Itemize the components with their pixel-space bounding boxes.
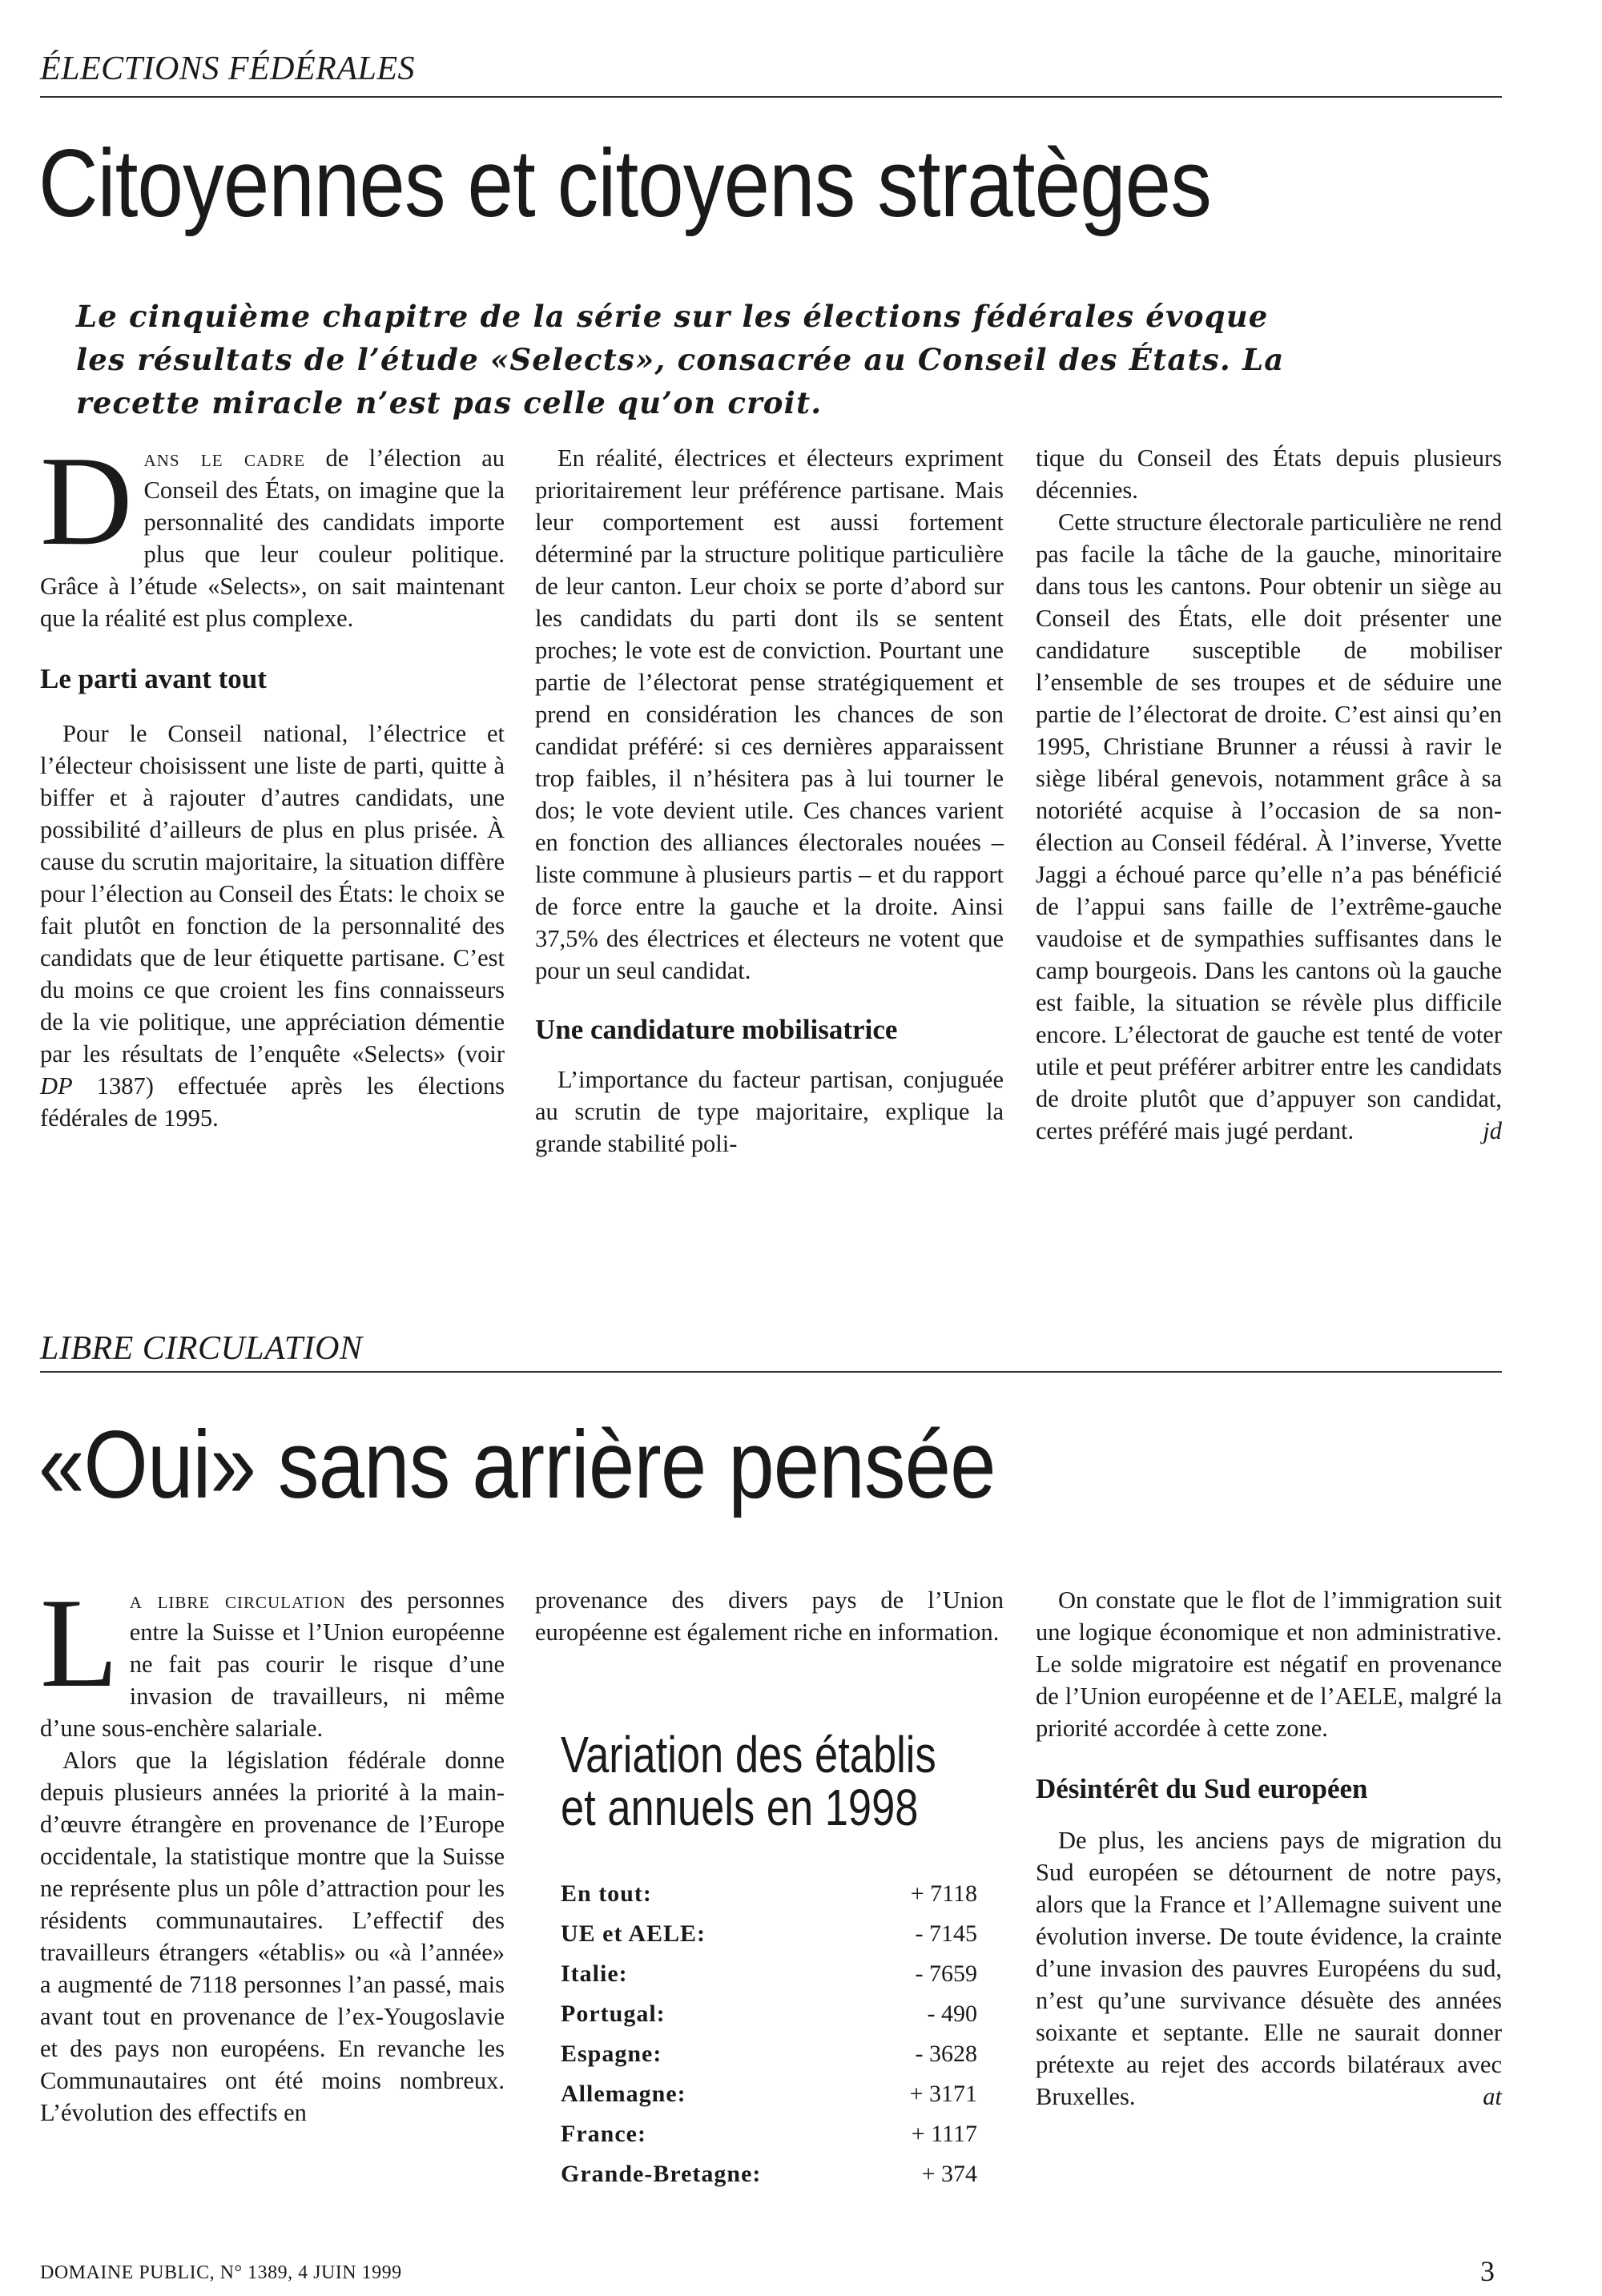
table-row-value: + 1117 bbox=[911, 2121, 977, 2147]
article1-column-1 bbox=[40, 429, 505, 1134]
table-row-value: + 374 bbox=[921, 2161, 977, 2187]
subheading: Désintérêt du Sud européen bbox=[1036, 1773, 1368, 1804]
table-row-value: - 7659 bbox=[915, 1960, 977, 1987]
paragraph-text: Cette structure électorale particulière ne rend pas facile la tâche de la gauche, minoritaire dans tous les cantons. Pour obtenir un siège au Conseil des États, elle doit présenter une candidature susceptible de mobiliser l’ensemble de ses troupes et de séduire une partie de l’électorat de droite. C’est ainsi qu’en 1995, Christiane Brunner a réussi à ravir le siège libéral genevois, notamment grâce à sa notoriété acquise à l’occasion de sa non-élection au Conseil fédéral. À l’inverse, Yvette Jaggi a échoué parce qu’elle n’a pas bénéficié de l’appui sans faille de l’extrême-gauche vaudoise et de sympathies suffisantes dans le camp bourgeois. Dans les cantons où la gauche est faible, la situation se révèle plus difficile encore. L’électorat de gauche est tenté de voter utile et peut préférer arbitrer entre les candidats de droite plutôt que d’appuyer son candidat, certes préféré mais jugé perdant. bbox=[1036, 509, 1502, 1144]
subheading: Le parti avant tout bbox=[40, 663, 267, 694]
table-row bbox=[561, 2154, 977, 2194]
section-rule bbox=[40, 96, 1502, 98]
article1-column-3 bbox=[1036, 442, 1502, 1147]
author-signature: at bbox=[1483, 2083, 1502, 2110]
article1-paragraph: L’importance du facteur partisan, conjuguée au scrutin de type majoritaire, explique la grande stabilité poli- bbox=[535, 1066, 1004, 1157]
table-row-label: Espagne: bbox=[561, 2041, 662, 2067]
article2-paragraph: On constate que le flot de l’immigration suit une logique économique et non administrative. Le solde migratoire est négatif en provenance de l’Union européenne et de l’AELE, malgré la priorité accordée à cette zone. bbox=[1036, 1586, 1502, 1742]
table-row-value: - 490 bbox=[927, 2000, 977, 2027]
reference-italic: DP bbox=[40, 1072, 73, 1100]
paragraph-text: 1387) effectuée après les élections fédérales de 1995. bbox=[40, 1072, 505, 1132]
subheading: Une candidature mobilisatrice bbox=[535, 1014, 898, 1045]
paragraph-text: Pour le Conseil national, l’électrice et l’électeur choisissent une liste de parti, quitte à biffer et à rajouter d’autres candidats, une possibilité d’ailleurs de plus en plus prisée. À cause du scrutin majoritaire, la situation diffère pour l’élection au Conseil des États: le choix se fait plutôt en fonction de la personnalité des candidats que de leur étiquette partisane. C’est du moins ce que croient les fins connaisseurs de la vie politique, une appréciation démentie par les résultats de l’enquête «Selects» (voir bbox=[40, 720, 505, 1068]
lead-in-smallcaps: ans le cadre bbox=[143, 444, 306, 472]
box-title-line-1: Variation des établis bbox=[561, 1726, 936, 1783]
lead-in-smallcaps: a libre circulation bbox=[129, 1586, 346, 1614]
article2-paragraph: Alors que la législation fédérale donne depuis plusieurs années la priorité à la main-d’œuvre étrangère en provenance de l’Europe occidentale, la statistique montre que la Suisse ne représente plus un pôle d’attraction pour les résidents communautaires. L’effectif des travailleurs étrangers «établis» ou «à l’année» a augmenté de 7118 personnes l’an passé, mais avant tout en provenance de l’ex-Yougoslavie et des pays non européens. En revanche les Communautaires ont été moins nombreux. L’évolution des effectifs en bbox=[40, 1747, 505, 2126]
table-row-label: France: bbox=[561, 2121, 646, 2147]
article2-paragraph bbox=[40, 1571, 505, 1744]
table-row-label: Grande-Bretagne: bbox=[561, 2161, 762, 2187]
footer-publication: DOMAINE PUBLIC, N° 1389, 4 JUIN 1999 bbox=[40, 2262, 402, 2283]
section-label-libre-circulation: LIBRE CIRCULATION bbox=[40, 1330, 363, 1367]
article1-paragraph: tique du Conseil des États depuis plusieurs décennies. bbox=[1036, 444, 1502, 504]
section-rule bbox=[40, 1371, 1502, 1373]
table-row bbox=[561, 1994, 977, 2034]
article-title: «Oui» sans arrière pensée bbox=[38, 1411, 996, 1518]
table-row-value: - 3628 bbox=[915, 2041, 977, 2067]
article-title: Citoyennes et citoyens stratèges bbox=[38, 130, 1211, 237]
article2-paragraph bbox=[1036, 1824, 1502, 2113]
article1-paragraph bbox=[40, 718, 505, 1134]
table-row-value: - 7145 bbox=[915, 1920, 977, 1947]
table-row-label: En tout: bbox=[561, 1880, 652, 1907]
article-lede: Le cinquième chapitre de la série sur les élections fédérales évoque les résultats de l’étude «Selects», consacrée au Conseil des États. La recette miracle n’est pas celle qu’on croit. bbox=[76, 299, 1285, 420]
page-number: 3 bbox=[1480, 2255, 1495, 2287]
drop-cap: D bbox=[40, 429, 133, 572]
table-row-label: Italie: bbox=[561, 1960, 628, 1987]
article1-column-2 bbox=[535, 442, 1004, 1160]
article1-paragraph bbox=[1036, 506, 1502, 1147]
paragraph-text: De plus, les anciens pays de migration du Sud européen se détournent de notre pays, alors que la France et l’Allemagne suivent une évolution inverse. De toute évidence, la crainte d’une invasion des pauvres Européens du sud, n’est qu’une survivance désuète des années soixante et septante. Elle ne saurait donner prétexte au rejet des accords bilatéraux avec Bruxelles. bbox=[1036, 1827, 1502, 2110]
article2-column-2 bbox=[535, 1584, 1004, 1648]
table-row-label: UE et AELE: bbox=[561, 1920, 706, 1947]
table-row-label: Allemagne: bbox=[561, 2081, 686, 2107]
statistics-box bbox=[561, 1728, 1009, 2194]
paragraph-text: des personnes entre la Suisse et l’Union européenne ne fait pas courir le risque d’une invasion de travailleurs, ni même d’une sous-enchère salariale. bbox=[40, 1586, 505, 1742]
paragraph-text: de l’élection au Conseil des États, on imagine que la personnalité des candidats importe plus que leur couleur politique. Grâce à l’étude «Selects», on sait maintenant que la réalité est plus complexe. bbox=[40, 444, 505, 632]
article2-column-1 bbox=[40, 1571, 505, 2129]
table-row bbox=[561, 2114, 977, 2154]
article2-paragraph: provenance des divers pays de l’Union européenne est également riche en information. bbox=[535, 1586, 1004, 1646]
section-label-elections: ÉLECTIONS FÉDÉRALES bbox=[40, 50, 415, 87]
table-row bbox=[561, 2074, 977, 2114]
article1-paragraph: En réalité, électrices et électeurs expriment prioritairement leur préférence partisane. Mais leur comportement est aussi fortement déterminé par la structure politique particulière de leur canton. Leur choix se porte d’abord sur les candidats du parti dont ils se sentent proches; le vote est de conviction. Pourtant une partie de l’électorat pense stratégiquement et prend en considération les chances de son candidat préféré: si ces dernières apparaissent trop faibles, il n’hésitera pas à lui tourner le dos; le vote devient utile. Ces chances varient en fonction des alliances électorales nouées – liste commune à plusieurs partis – et du rapport de force entre la gauche et la droite. Ainsi 37,5% des électrices et électeurs ne votent que pour un seul candidat. bbox=[535, 444, 1004, 984]
drop-cap: L bbox=[40, 1571, 119, 1714]
article2-column-3 bbox=[1036, 1584, 1502, 2113]
table-row bbox=[561, 1914, 977, 1954]
table-row-value: + 7118 bbox=[910, 1880, 977, 1907]
article1-paragraph bbox=[40, 429, 505, 634]
author-signature: jd bbox=[1483, 1117, 1502, 1144]
table-row bbox=[561, 2034, 977, 2074]
table-row-value: + 3171 bbox=[909, 2081, 977, 2107]
table-row bbox=[561, 1954, 977, 1994]
table-row-label: Portugal: bbox=[561, 2000, 666, 2027]
table-row bbox=[561, 1874, 977, 1914]
box-title-line-2: et annuels en 1998 bbox=[561, 1779, 919, 1836]
statistics-table bbox=[561, 1874, 977, 2194]
